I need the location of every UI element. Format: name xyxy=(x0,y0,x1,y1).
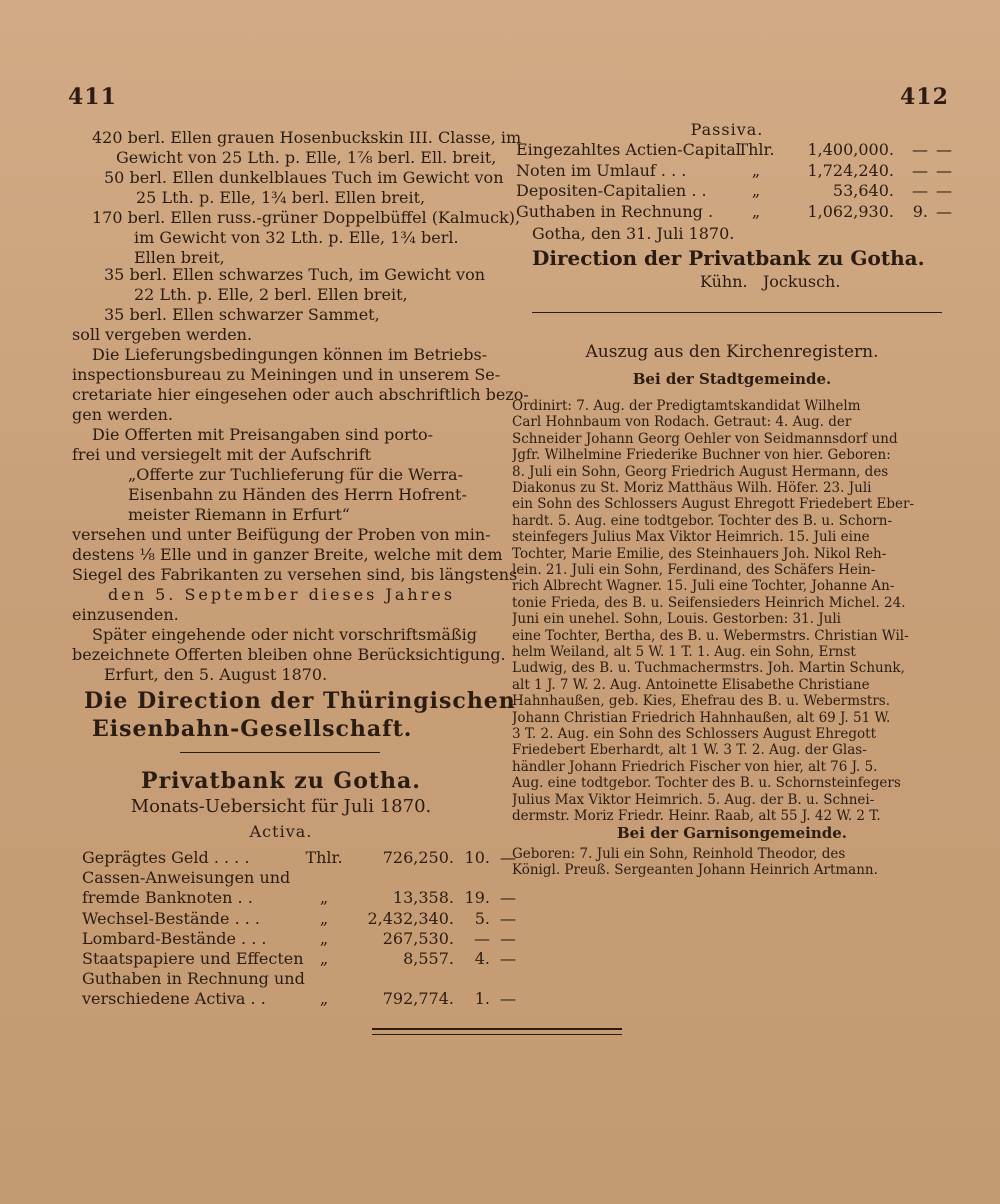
passiva-cell: „ xyxy=(751,181,761,200)
activa-cell: 5. xyxy=(474,908,490,928)
body-line: frei und versiegelt mit der Aufschrift xyxy=(72,445,372,464)
register-line: Julius Max Viktor Heimrich. 5. Aug. der B. u. Schnei- xyxy=(512,791,875,808)
page-number-right: 412 xyxy=(900,84,949,110)
activa-cell: — xyxy=(500,888,516,908)
register-line: Geboren: 7. Juli ein Sohn, Reinhold Theodor, des xyxy=(512,846,846,862)
page-number-left: 411 xyxy=(68,84,117,110)
activa-row xyxy=(82,909,516,929)
activa-cell: 19. xyxy=(464,888,490,908)
section-heading: Bei der Garnisongemeinde. xyxy=(617,824,847,842)
activa-cell: 1. xyxy=(474,989,490,1009)
divider xyxy=(532,312,942,313)
passiva-row xyxy=(516,140,952,160)
passiva-cell: — xyxy=(936,160,952,180)
passiva-cell: — xyxy=(936,201,952,221)
passiva-cell: „ xyxy=(751,160,761,180)
passiva-cell: Eingezahltes Actien-Capital xyxy=(516,140,741,159)
activa-cell: 8,557. xyxy=(403,949,454,968)
item-line: 22 Lth. p. Elle, 2 berl. Ellen breit, xyxy=(134,285,408,304)
register-line: hardt. 5. Aug. eine todtgebor. Tochter des B. u. Schorn- xyxy=(512,512,893,529)
passiva-cell: — xyxy=(936,140,952,159)
register-line: Jgfr. Wilhelmine Friederike Buchner von hier. Geboren: xyxy=(512,447,891,464)
extract-title: Auszug aus den Kirchenregistern. xyxy=(585,342,879,362)
register-line: Carl Hohnbaum von Rodach. Getraut: 4. Aug. der xyxy=(512,414,852,431)
body-line: den 5. September dieses Jahres xyxy=(108,585,456,604)
activa-cell: Staatspapiere und Effecten xyxy=(82,949,304,968)
passiva-cell: Noten im Umlauf . . . xyxy=(516,160,687,180)
body-line: meister Riemann in Erfurt“ xyxy=(128,505,350,524)
bank-direction: Direction der Privatbank zu Gotha. xyxy=(532,246,925,270)
register-line: dermstr. Moriz Friedr. Heinr. Raab, alt 55 J. 42 W. 2 T. xyxy=(512,808,881,824)
activa-cell: „ xyxy=(319,949,329,968)
register-line: Ordinirt: 7. Aug. der Predigtamtskandidat Wilhelm xyxy=(512,398,861,414)
passiva-cell: 9. xyxy=(912,201,928,221)
activa-cell: — xyxy=(500,928,516,948)
activa-cell: — xyxy=(474,928,490,948)
item-line: 25 Lth. p. Elle, 1¾ berl. Ellen breit, xyxy=(136,188,426,207)
register-line: Tochter, Marie Emilie, des Steinhauers Joh. Nikol Reh- xyxy=(512,545,887,562)
passiva-row xyxy=(516,202,952,222)
passiva-row xyxy=(516,161,952,181)
activa-cell: Wechsel-Bestände . . . xyxy=(82,908,261,928)
activa-cell: 267,530. xyxy=(382,928,454,948)
body-line: Eisenbahn zu Händen des Herrn Hofrent- xyxy=(128,485,467,504)
body-line: soll vergeben werden. xyxy=(72,325,253,344)
activa-cell: 4. xyxy=(474,949,490,968)
passiva-cell: 53,640. xyxy=(832,181,894,200)
body-line: cretariate hier eingesehen oder auch abschriftlich bezo- xyxy=(72,385,529,404)
footer-rule xyxy=(372,1034,622,1035)
register-line: helm Weiland, alt 5 W. 1 T. 1. Aug. ein Sohn, Ernst xyxy=(512,644,856,660)
body-line: Später eingehende oder nicht vorschriftsmäßig xyxy=(92,625,478,644)
body-line: Die Lieferungsbedingungen können im Betriebs- xyxy=(92,345,488,364)
bank-title: Privatbank zu Gotha. xyxy=(141,768,421,794)
register-line: händler Johann Friedrich Fischer von hier, alt 76 J. 5. xyxy=(512,758,878,775)
activa-cell: 10. xyxy=(464,848,490,867)
passiva-cell: 1,062,930. xyxy=(807,201,894,221)
item-line: 170 berl. Ellen russ.-grüner Doppelbüffel (Kalmuck), xyxy=(92,208,521,227)
activa-cell: Geprägtes Geld . . . . xyxy=(82,848,250,867)
direction-heading: Die Direction der Thüringischen xyxy=(84,688,516,714)
activa-cell: 792,774. xyxy=(382,989,454,1009)
activa-cell xyxy=(454,969,490,989)
register-line: alt 1 J. 7 W. 2. Aug. Antoinette Elisabethe Christiane xyxy=(512,676,870,693)
activa-cell: — xyxy=(500,989,516,1009)
item-line: 35 berl. Ellen schwarzer Sammet, xyxy=(104,305,380,324)
register-line: Juni ein unehel. Sohn, Louis. Gestorben: 31. Juli xyxy=(512,611,842,628)
register-line: Friedebert Eberhardt, alt 1 W. 3 T. 2. Aug. der Glas- xyxy=(512,742,867,759)
passiva-cell: — xyxy=(936,181,952,200)
register-line: rich Albrecht Wagner. 15. Juli eine Tochter, Johanne An- xyxy=(512,578,895,595)
activa-cell: fremde Banknoten . . xyxy=(82,888,253,908)
body-line: inspectionsbureau zu Meiningen und in unserem Se- xyxy=(72,365,501,384)
activa-cell xyxy=(302,969,346,989)
passiva-cell: 1,400,000. xyxy=(807,140,894,159)
register-line: Aug. eine todtgebor. Tochter des B. u. Schornsteinfegers xyxy=(512,775,901,792)
item-line: 50 berl. Ellen dunkelblaues Tuch im Gewicht von xyxy=(104,168,504,187)
register-line: 8. Juli ein Sohn, Georg Friedrich August Hermann, des xyxy=(512,463,889,480)
activa-cell xyxy=(302,868,346,888)
activa-row xyxy=(82,868,516,888)
body-line: Die Offerten mit Preisangaben sind porto- xyxy=(92,425,434,444)
register-line: 3 T. 2. Aug. ein Sohn des Schlossers August Ehregott xyxy=(512,726,877,742)
activa-cell xyxy=(490,969,516,989)
passiva-cell: Thlr. xyxy=(737,140,775,159)
passiva-cell: 1,724,240. xyxy=(807,160,894,180)
body-line: versehen und unter Beifügung der Proben von min- xyxy=(72,525,491,544)
body-line: „Offerte zur Tuchlieferung für die Werra- xyxy=(128,465,463,484)
register-line: Johann Christian Friedrich Hahnhaußen, alt 69 J. 51 W. xyxy=(512,709,891,726)
activa-row xyxy=(82,848,516,868)
register-line: Diakonus zu St. Moriz Matthäus Wilh. Höfer. 23. Juli xyxy=(512,480,872,496)
activa-cell: „ xyxy=(319,989,329,1009)
register-line: steinfegers Julius Max Viktor Heimrich. 15. Juli eine xyxy=(512,529,870,546)
activa-cell: 13,358. xyxy=(392,888,454,908)
register-line: Königl. Preuß. Sergeanten Johann Heinrich Artmann. xyxy=(512,862,878,879)
register-line: Schneider Johann Georg Oehler von Seidmannsdorf und xyxy=(512,430,898,447)
date-line: Gotha, den 31. Juli 1870. xyxy=(532,224,735,243)
item-line: im Gewicht von 32 Lth. p. Elle, 1¾ berl. xyxy=(134,228,459,247)
date-line: Erfurt, den 5. August 1870. xyxy=(104,665,328,684)
item-line: 420 berl. Ellen grauen Hosenbuckskin III. Classe, im xyxy=(92,128,522,147)
activa-cell: Lombard-Bestände . . . xyxy=(82,928,267,948)
body-line: Siegel des Fabrikanten zu versehen sind, bis längstens xyxy=(72,565,518,584)
activa-cell: — xyxy=(500,848,516,867)
item-line: Gewicht von 25 Lth. p. Elle, 1⅞ berl. Ell. breit, xyxy=(116,148,497,167)
register-line: tonie Frieda, des B. u. Seifensieders Heinrich Michel. 24. xyxy=(512,594,906,611)
activa-cell: „ xyxy=(319,908,329,928)
passiva-cell: — xyxy=(912,140,928,159)
activa-cell xyxy=(346,868,454,888)
activa-cell xyxy=(346,969,454,989)
body-line: gen werden. xyxy=(72,405,174,424)
passiva-cell: Guthaben in Rechnung . xyxy=(516,201,714,221)
passiva-cell: „ xyxy=(751,201,761,221)
item-line: 35 berl. Ellen schwarzes Tuch, im Gewicht von xyxy=(104,265,486,284)
passiva-cell: Depositen-Capitalien . . xyxy=(516,181,707,200)
passiva-cell: — xyxy=(912,181,928,200)
signatures: Kühn. Jockusch. xyxy=(700,272,841,291)
activa-row xyxy=(82,888,516,908)
footer-rule xyxy=(372,1028,622,1030)
register-line: lein. 21. Juli ein Sohn, Ferdinand, des Schäfers Hein- xyxy=(512,562,876,578)
passiva-row xyxy=(516,181,952,201)
activa-cell: „ xyxy=(319,888,329,908)
activa-cell: Thlr. xyxy=(305,848,343,867)
section-heading: Bei der Stadtgemeinde. xyxy=(632,370,832,388)
register-line: eine Tochter, Bertha, des B. u. Webermstrs. Christian Wil- xyxy=(512,627,909,644)
activa-row xyxy=(82,969,516,989)
activa-title: Activa. xyxy=(249,822,313,841)
activa-row xyxy=(82,949,516,969)
register-line: Hahnhaußen, geb. Kies, Ehefrau des B. u. Webermstrs. xyxy=(512,693,891,710)
register-line: Ludwig, des B. u. Tuchmachermstrs. Joh. Martin Schunk, xyxy=(512,660,905,677)
activa-cell: „ xyxy=(319,928,329,948)
direction-heading: Eisenbahn-Gesellschaft. xyxy=(92,716,413,742)
activa-cell: 2,432,340. xyxy=(367,908,454,928)
passiva-cell: — xyxy=(912,160,928,180)
divider xyxy=(180,752,380,753)
activa-cell: — xyxy=(500,949,516,968)
activa-cell: verschiedene Activa . . xyxy=(82,989,266,1009)
bank-subtitle: Monats-Uebersicht für Juli 1870. xyxy=(130,796,432,817)
activa-cell: Cassen-Anweisungen und xyxy=(82,868,291,888)
activa-cell: — xyxy=(500,908,516,928)
activa-row xyxy=(82,989,516,1009)
activa-cell: Guthaben in Rechnung und xyxy=(82,969,305,989)
body-line: destens ⅛ Elle und in ganzer Breite, welche mit dem xyxy=(72,545,503,564)
register-line: ein Sohn des Schlossers August Ehregott Friedebert Eber- xyxy=(512,496,915,513)
activa-cell xyxy=(454,868,490,888)
activa-row xyxy=(82,929,516,949)
body-line: einzusenden. xyxy=(72,605,179,624)
body-line: bezeichnete Offerten bleiben ohne Berücksichtigung. xyxy=(72,645,506,664)
passiva-title: Passiva. xyxy=(690,120,764,139)
item-line: Ellen breit, xyxy=(134,248,225,267)
activa-cell: 726,250. xyxy=(382,848,454,867)
